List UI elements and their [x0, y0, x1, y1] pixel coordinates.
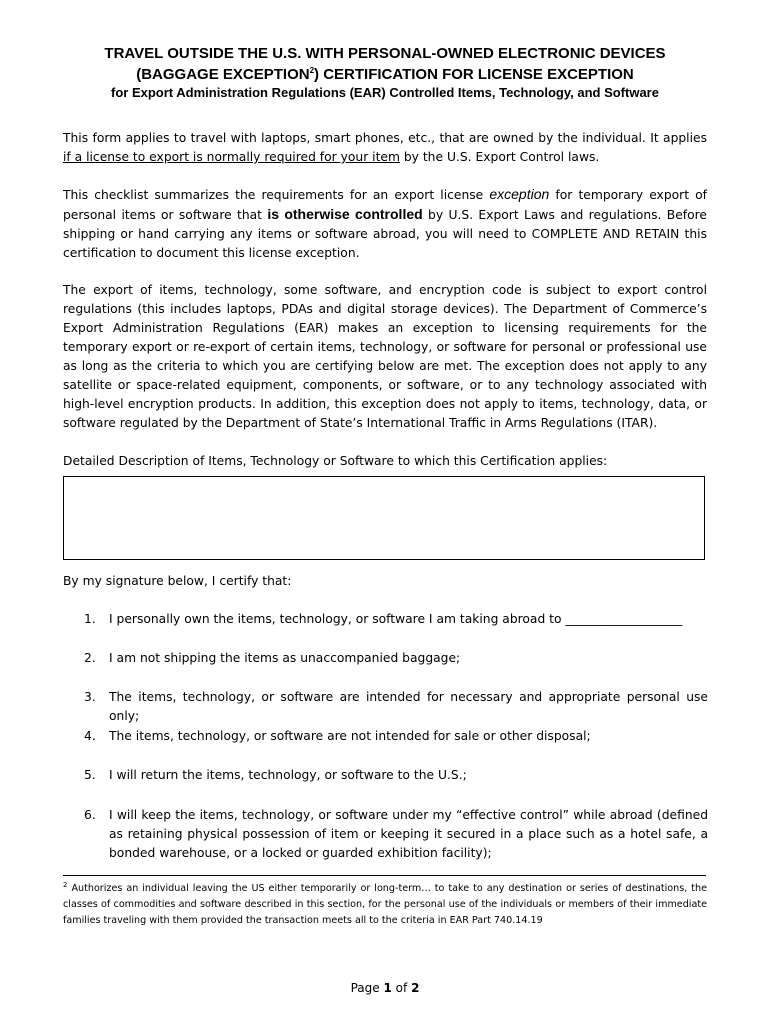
checklist-text-c: by U.S. Export Laws and regulations. Before shipping or hand carrying any items or software abroad, you will need to COMPLETE AND RETAIN this certification to document this license exception.: [63, 208, 707, 260]
footnote-divider: [63, 875, 706, 876]
item-number: 3.: [84, 690, 96, 704]
intro-paragraph-checklist: [63, 185, 707, 263]
controlled-emphasis: is otherwise controlled: [267, 206, 423, 222]
form-title: TRAVEL OUTSIDE THE U.S. WITH PERSONAL-OWNED ELECTRONIC DEVICES: [104, 45, 666, 62]
certification-lead: By my signature below, I certify that:: [63, 574, 292, 588]
applicability-text-end: by the U.S. Export Control laws.: [399, 150, 600, 164]
checklist-text-b: for temporary export of personal items or software that: [63, 188, 708, 222]
exception-emphasis: exception: [489, 186, 550, 202]
footnote-reference: 2: [309, 66, 315, 75]
intro-paragraph-regulations: The export of items, technology, some software, and encryption code is subject to export control regulations (this includes laptops, PDAs and digital storage devices). The Department of Commerce’s Export Administration Regulations (EAR) makes an exception to licensing requirements for the temporary export or re-export of certain items, technology, or software for personal or professional use as long as the criteria to which you are certifying below are met. The exception does not apply to any satellite or space-related equipment, components, or software, or to any technology associated with high-level encryption products. In addition, this exception does not apply to items, technology, data, or software regulated by the Department of State’s International Traffic in Arms Regulations (ITAR).: [63, 283, 707, 430]
subtitle-text-end: ) CERTIFICATION FOR LICENSE EXCEPTION: [314, 66, 634, 83]
form-subtitle: [0, 66, 770, 83]
item-number: 5.: [84, 768, 96, 782]
current-page: 1: [383, 981, 392, 995]
certification-item: [84, 688, 708, 726]
item-text: The items, technology, or software are intended for necessary and appropriate personal use only;: [109, 690, 708, 723]
item-text: I personally own the items, technology, or software I am taking abroad to ___________________: [109, 612, 683, 626]
item-number: 6.: [84, 808, 96, 822]
certification-item: [84, 610, 708, 629]
item-text: I will keep the items, technology, or software under my “effective control” while abroad (defined as retaining physical possession of item or keeping it secured in a place such as a hotel safe, a bonded warehouse, or a locked or guarded exhibition facility);: [109, 808, 708, 860]
item-number: 2.: [84, 651, 96, 665]
footnote-text: Authorizes an individual leaving the US either temporarily or long-term… to take to any destination or series of destinations, the classes of commodities and software described in this section, for the personal use of the individuals or members of their immediate families traveling with them provided the transaction meets all to the criteria in EAR Part 740.14.19: [63, 883, 707, 926]
item-number: 1.: [84, 612, 96, 626]
footnote-mark: 2: [63, 880, 68, 889]
certification-item: [84, 649, 708, 668]
subtitle-text-start: (BAGGAGE EXCEPTION: [136, 66, 310, 83]
description-label: Detailed Description of Items, Technology or Software to which this Certification applies:: [63, 454, 608, 468]
item-text: The items, technology, or software are not intended for sale or other disposal;: [109, 729, 591, 743]
form-scope-heading: for Export Administration Regulations (EAR) Controlled Items, Technology, and Software: [111, 85, 659, 100]
item-number: 4.: [84, 729, 96, 743]
intro-paragraph-applicability: [63, 129, 707, 167]
footnote: [63, 881, 707, 929]
applicability-text: This form applies to travel with laptops, smart phones, etc., that are owned by the individual. It applies: [63, 131, 707, 145]
page-word: Page: [350, 981, 380, 995]
checklist-text-a: This checklist summarizes the requirements for an export license: [63, 188, 490, 202]
certification-item: [84, 806, 708, 863]
certification-item: [84, 727, 708, 746]
license-requirement-underlined: if a license to export is normally required for your item: [63, 150, 400, 164]
description-textbox[interactable]: [63, 476, 705, 560]
certification-item: [84, 766, 708, 785]
item-text: I am not shipping the items as unaccompanied baggage;: [109, 651, 461, 665]
page-number: [0, 981, 770, 995]
of-word: of: [395, 981, 408, 995]
item-text: I will return the items, technology, or software to the U.S.;: [109, 768, 467, 782]
total-pages: 2: [411, 981, 420, 995]
